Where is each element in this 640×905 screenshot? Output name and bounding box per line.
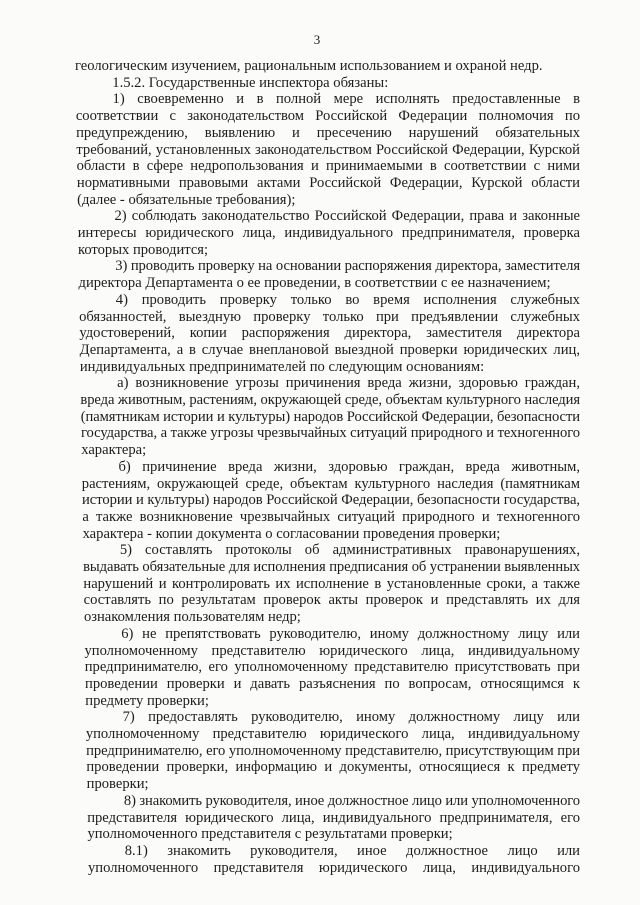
text-line: проведении проверки и давать разъяснения по вопросам, относящимся к bbox=[85, 675, 580, 692]
text-line: 3) проводить проверку на основании распоряжения директора, заместителя bbox=[115, 258, 580, 275]
text-line: 2) соблюдать законодательство Российской Федерации, права и законные bbox=[114, 208, 580, 225]
text-line: выдавать обязательные для исполнения предписания об устранении выявленных bbox=[83, 559, 580, 575]
text-line: 5) составлять протоколы об административных правонарушениях, bbox=[119, 542, 580, 559]
text-line: растениям, окружающей среде, объектам культурного наследия (памятникам bbox=[81, 475, 580, 492]
text-line: представителя юридического лица, индивидуального предпринимателя, его bbox=[87, 809, 580, 826]
text-line: нарушений и контролировать их исполнение в установленные сроки, а также bbox=[83, 575, 580, 592]
text-line: б) причинение вреда жизни, здоровью граждан, вреда животным, bbox=[118, 458, 580, 475]
text-line: составлять по результатам проверок акты проверок и представлять их для bbox=[83, 592, 580, 609]
text-line: нормативными правовыми актами Российской Федерации, Курской области bbox=[76, 174, 580, 191]
text-line: предпринимателю, его уполномоченному представителю, присутствующим при bbox=[86, 742, 580, 759]
text-line: предмету проверки; bbox=[85, 692, 209, 709]
text-line: истории и культуры) народов Российской Федерации, безопасности государства, bbox=[82, 492, 580, 509]
text-line: 7) предоставлять руководителю, иному должностному лицу или bbox=[122, 709, 580, 726]
text-line: уполномоченного представителя с результатами проверки; bbox=[87, 826, 453, 843]
page-number: 3 bbox=[313, 32, 321, 47]
text-line: предпринимателю, его уполномоченному представителю присутствовать при bbox=[84, 659, 580, 676]
text-line: требований, установленных законодательством Российской Федерации, Курской bbox=[76, 141, 580, 158]
text-line: директора Департамента о ее проведении, в соответствии с ее назначением; bbox=[78, 275, 551, 292]
text-line: вреда животным, растениям, окружающей среде, объектам культурного наследия bbox=[80, 392, 580, 408]
text-line: которых проводится; bbox=[77, 241, 209, 258]
text-line: предупреждению, выявлению и пресечению нарушений обязательных bbox=[76, 124, 580, 141]
continued-text-line: геологическим изучением, рациональным использованием и охраной недр. bbox=[75, 58, 543, 74]
text-line: 1) своевременно и в полной мере исполнять предоставленные в bbox=[112, 91, 580, 108]
text-line: Департамента, а в случае внеплановой выездной проверки юридических лиц, bbox=[79, 341, 580, 358]
section-heading: 1.5.2. Государственные инспектора обязаны: bbox=[112, 74, 389, 91]
text-line: 8.1) знакомить руководителя, иное должностное лицо или bbox=[124, 842, 580, 859]
text-line: характера - копии документа о согласовании проведения проверки; bbox=[82, 525, 501, 542]
text-line: индивидуальных предпринимателей по следующим основаниям: bbox=[79, 358, 485, 375]
text-line: 6) не препятствовать руководителю, иному должностному лицу или bbox=[121, 625, 580, 642]
text-line: соответствии с законодательством Российской Федерации полномочия по bbox=[75, 108, 580, 125]
text-line: характера; bbox=[81, 442, 147, 459]
text-line: удостоверений, копии распоряжения директора, заместителя директора bbox=[79, 325, 580, 342]
text-line: а) возникновение угрозы причинения вреда жизни, здоровью граждан, bbox=[117, 375, 580, 392]
text-line: проверки; bbox=[86, 776, 149, 793]
text-line: области в сфере недропользования и принимаемыми в соответствии с ними bbox=[76, 158, 580, 175]
text-line: уполномоченному представителю юридического лица, индивидуальному bbox=[85, 726, 580, 742]
text-line: обязанностей, выездную проверку только при предъявлении служебных bbox=[79, 308, 580, 325]
text-line: 4) проводить проверку только во время исполнения служебных bbox=[115, 291, 580, 308]
text-line: (памятникам истории и культуры) народов Российской Федерации, безопасности bbox=[80, 408, 580, 425]
text-line: ознакомления пользователям недр; bbox=[83, 609, 301, 626]
text-line: интересы юридического лица, индивидуального предпринимателя, проверка bbox=[77, 225, 580, 241]
text-line: уполномоченного представителя юридического лица, индивидуального bbox=[88, 859, 580, 876]
text-line: 8) знакомить руководителя, иное должностное лицо или уполномоченного bbox=[123, 792, 580, 809]
text-line: (далее - обязательные требования); bbox=[77, 191, 296, 208]
text-line: уполномоченному представителю юридического лица, индивидуальному bbox=[84, 642, 580, 659]
text-line: проведении проверки, информацию и документы, относящиеся к предмету bbox=[86, 759, 580, 776]
text-line: государства, а также угрозы чрезвычайных ситуаций природного и техногенного bbox=[80, 425, 580, 442]
text-line: а также возникновение чрезвычайных ситуаций природного и техногенного bbox=[82, 508, 580, 525]
